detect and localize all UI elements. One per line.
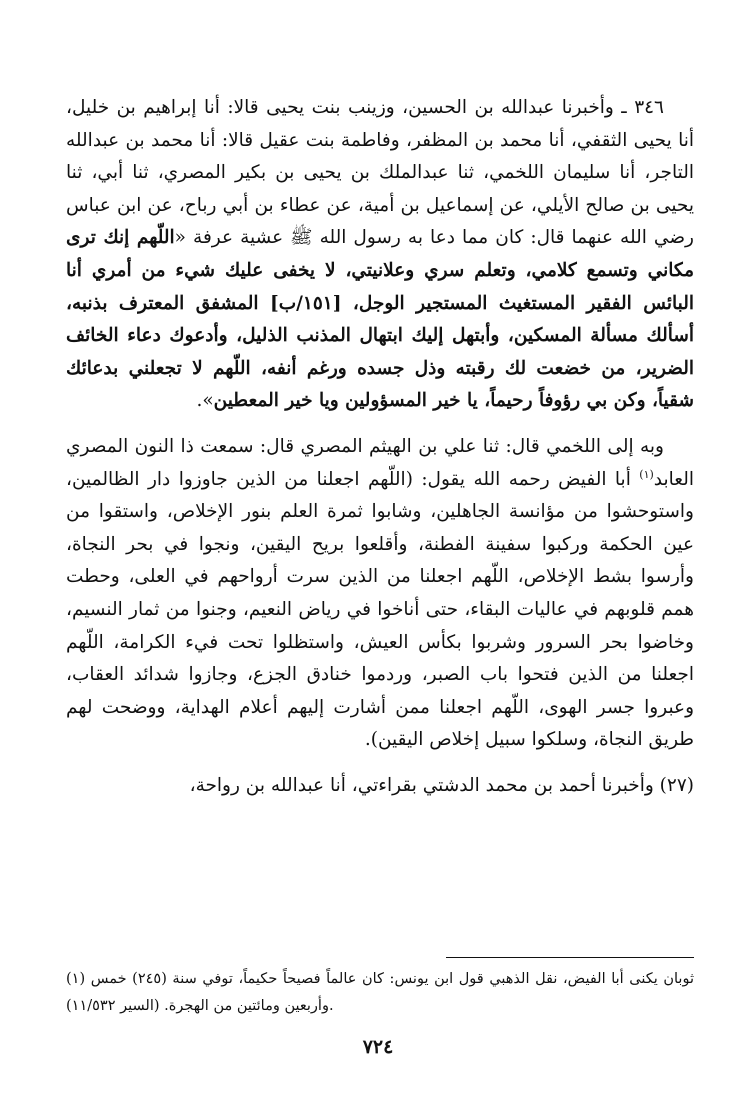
hadith-346-paragraph: [66, 92, 694, 418]
dhun-nun-intro: وبه إلى اللخمي قال: ثنا علي بن الهيثم المصري قال: سمعت ذا النون المصري العابد: [66, 435, 694, 490]
hadith-346-closing: ».: [196, 390, 214, 412]
hadith-27-paragraph: (٢٧) وأخبرنا أحمد بن محمد الدشتي بقراءتي، أنا عبدالله بن رواحة،: [189, 774, 694, 796]
footnote-divider: [446, 957, 694, 958]
footnote-reference: (١): [639, 467, 654, 481]
page-number: ٧٢٤: [362, 1036, 394, 1058]
hadith-346-narration: ٣٤٦ ـ وأخبرنا عبدالله بن الحسين، وزينب بنت يحيى قالا: أنا إبراهيم بن خليل، أنا يحيى الثقفي، أنا محمد بن المظفر، وفاطمة بنت عقيل قالا: أنا محمد بن عبدالله التاجر، أنا سليمان اللخمي، ثنا عبدالملك بن يحيى بن بكير المصري، ثنا أبي، ثنا يحيى بن صالح الأيلي، عن إسماعيل بن أمية، عن عطاء بن أبي رباح، عن ابن عباس رضي الله عنهما قال: كان مما دعا به رسول الله ﷺ عشية عرفة «: [66, 97, 694, 249]
hadith-346-supplication: اللّهم إنك ترى مكاني وتسمع كلامي، وتعلم سري وعلانيتي، لا يخفى عليك شيء من أمري أنا البائس الفقير المستغيث المستجير الوجل، [١٥١/ب] المشفق المعترف بذنبه، أسألك مسألة المسكين، وأبتهل إليك ابتهال المذنب الذليل، وأدعوك دعاء الخائف الضرير، من خضعت لك رقبته وذل جسده ورغم أنفه، اللّهم لا تجعلني بدعائك شقياً، وكن بي رؤوفاً رحيماً، يا خير المسؤولين ويا خير المعطين: [66, 227, 694, 412]
footnote-1: (١) ثوبان يكنى أبا الفيض، نقل الذهبي قول ابن يونس: كان عالماً فصيحاً حكيماً، توفي سنة (٢٤٥) خمس وأربعين ومائتين من الهجرة. (السير ١١/٥٣٢).: [66, 971, 694, 1014]
footnotes: [66, 966, 694, 1020]
dhun-nun-supplication: أبا الفيض رحمه الله يقول: (اللّهم اجعلنا من الذين جاوزوا دار الظالمين، واستوحشوا من مؤانسة الجاهلين، وشابوا ثمرة العلم بنور الإخلاص، واستقوا من عين الحكمة وركبوا سفينة الفطنة، وأقلعوا بريح اليقين، ونجوا في بحر النجاة، وأرسوا بشط الإخلاص، اللّهم اجعلنا من الذين سرت أرواحهم في العلى، وحطت همم قلوبهم في عاليات البقاء، حتى أناخوا في رياض النعيم، وجنوا من ثمار النسيم، وخاضوا بحر السرور وشربوا بكأس العيش، واستظلوا تحت فيء الكرامة، اللّهم اجعلنا من الذين فتحوا باب الصبر، وردموا خنادق الجزع، وجازوا شدائد العقاب، وعبروا جسر الهوى، اللّهم اجعلنا ممن أشارت إليهم أعلام الهداية، ووضحت لهم طريق النجاة، وسلكوا سبيل إخلاص اليقين).: [66, 468, 694, 751]
dhun-nun-paragraph: [66, 431, 694, 757]
